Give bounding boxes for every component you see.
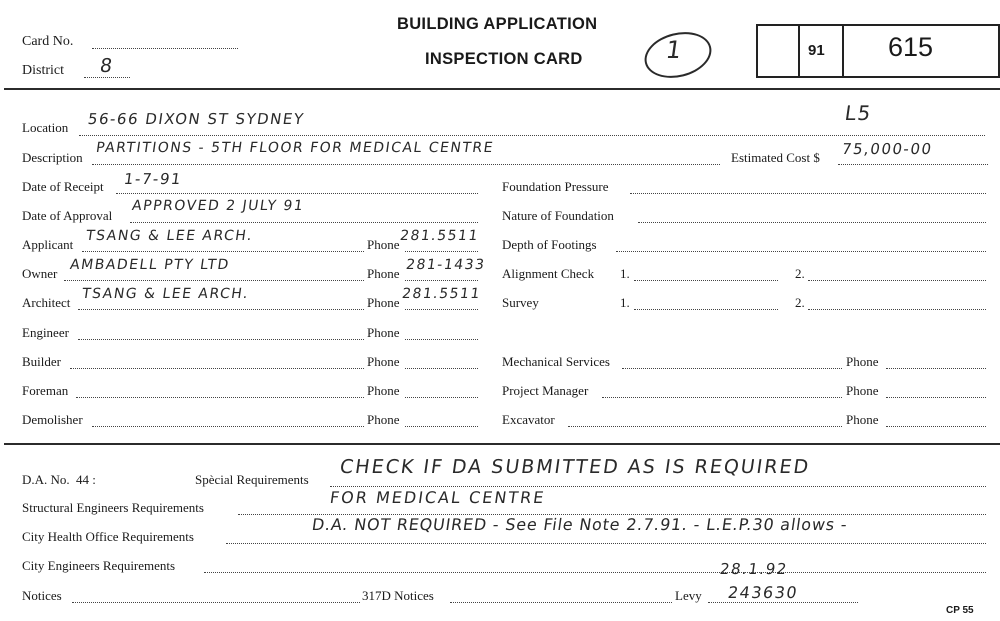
nature-of-foundation-field[interactable]	[638, 222, 986, 223]
survey-1-label: 1.	[620, 295, 630, 310]
foundation-pressure-label: Foundation Pressure	[502, 179, 609, 194]
alignment-check-2-label: 2.	[795, 266, 805, 281]
city-health-value: D.A. NOT REQUIRED - See File Note 2.7.91. - L.E.P.30 allows -	[310, 515, 849, 534]
builder-field[interactable]	[70, 368, 364, 369]
header-divider	[4, 88, 1000, 90]
applicant-phone-field[interactable]	[405, 251, 478, 252]
special-requirements-value-line2: FOR MEDICAL CENTRE	[328, 488, 547, 507]
location-note: L5	[843, 101, 874, 125]
district-label: District	[22, 63, 64, 78]
architect-value: TSANG & LEE ARCH.	[80, 286, 251, 302]
engineer-label: Engineer	[22, 325, 69, 340]
alignment-check-label: Alignment Check	[502, 266, 595, 281]
application-number: 615	[888, 32, 934, 62]
applicant-phone-value: 281.5511	[398, 228, 480, 244]
architect-phone-label: Phone	[367, 295, 400, 310]
estimated-cost-value: 75,000-00	[840, 140, 934, 158]
owner-phone-label: Phone	[367, 266, 400, 281]
owner-label: Owner	[22, 266, 58, 281]
depth-of-footings-label: Depth of Footings	[502, 237, 597, 252]
depth-of-footings-field[interactable]	[616, 251, 986, 252]
architect-phone-value: 281.5511	[400, 286, 482, 302]
city-engineers-label: City Engineers Requirements	[22, 558, 176, 573]
demolisher-phone-label: Phone	[367, 412, 400, 427]
form-title-line1: BUILDING APPLICATION	[397, 15, 598, 33]
engineer-phone-field[interactable]	[405, 339, 478, 340]
survey-2-label: 2.	[795, 295, 805, 310]
city-health-label: City Health Office Requirements	[22, 529, 194, 544]
notices-317d-field[interactable]	[450, 602, 672, 603]
date-of-receipt-value: 1-7-91	[122, 170, 184, 188]
project-manager-field[interactable]	[602, 397, 842, 398]
date-of-receipt-field[interactable]	[116, 193, 478, 194]
foreman-label: Foreman	[22, 383, 69, 398]
notices-label: Notices	[22, 588, 62, 603]
excavator-phone-label: Phone	[846, 412, 879, 427]
alignment-check-2-field[interactable]	[808, 280, 986, 281]
demolisher-phone-field[interactable]	[405, 426, 478, 427]
project-manager-phone-field[interactable]	[886, 397, 986, 398]
foundation-pressure-field[interactable]	[630, 193, 986, 194]
date-of-approval-label: Date of Approval	[22, 208, 113, 223]
card-no-field[interactable]	[92, 48, 238, 49]
special-requirements-field[interactable]	[330, 486, 986, 487]
description-field[interactable]	[92, 164, 720, 165]
date-of-receipt-label: Date of Receipt	[22, 179, 104, 194]
applicant-field[interactable]	[82, 251, 364, 252]
demolisher-field[interactable]	[92, 426, 364, 427]
description-value: PARTITIONS - 5TH FLOOR FOR MEDICAL CENTRE	[94, 140, 496, 156]
architect-field[interactable]	[78, 309, 364, 310]
special-requirements-value-line1: CHECK IF DA SUBMITTED AS IS REQUIRED	[338, 456, 812, 478]
mechanical-services-label: Mechanical Services	[502, 354, 610, 369]
owner-phone-value: 281-1433	[404, 257, 487, 273]
estimated-cost-label: Estimated Cost $	[731, 150, 820, 165]
excavator-label: Excavator	[502, 412, 555, 427]
circled-number: 1	[664, 36, 685, 64]
applicant-label: Applicant	[22, 237, 74, 252]
alignment-check-1-label: 1.	[620, 266, 630, 281]
excavator-phone-field[interactable]	[886, 426, 986, 427]
owner-field[interactable]	[64, 280, 364, 281]
district-field[interactable]	[84, 77, 130, 78]
levy-label: Levy	[675, 588, 702, 603]
survey-1-field[interactable]	[634, 309, 778, 310]
location-value: 56-66 DIXON ST SYDNEY	[86, 110, 306, 128]
excavator-field[interactable]	[568, 426, 842, 427]
mechanical-services-phone-label: Phone	[846, 354, 879, 369]
district-value: 8	[98, 55, 116, 77]
survey-2-field[interactable]	[808, 309, 986, 310]
card-no-label: Card No.	[22, 34, 74, 49]
owner-phone-field[interactable]	[405, 280, 478, 281]
levy-value: 243630	[726, 583, 800, 602]
structural-engineers-label: Structural Engineers Requirements	[22, 500, 204, 515]
architect-label: Architect	[22, 295, 71, 310]
date-of-approval-field[interactable]	[130, 222, 478, 223]
notices-field[interactable]	[72, 602, 360, 603]
city-engineers-field[interactable]	[204, 572, 986, 573]
application-number-box	[756, 24, 1000, 78]
alignment-check-1-field[interactable]	[634, 280, 778, 281]
applicant-phone-label: Phone	[367, 237, 400, 252]
project-manager-phone-label: Phone	[846, 383, 879, 398]
project-manager-label: Project Manager	[502, 383, 589, 398]
notices-317d-label: 317D Notices	[362, 588, 434, 603]
application-year: 91	[808, 42, 825, 59]
form-code: CP 55	[946, 605, 974, 616]
builder-label: Builder	[22, 354, 61, 369]
applicant-value: TSANG & LEE ARCH.	[84, 228, 255, 244]
architect-phone-field[interactable]	[405, 309, 478, 310]
demolisher-label: Demolisher	[22, 412, 83, 427]
owner-value: AMBADELL PTY LTD	[68, 257, 231, 273]
mechanical-services-phone-field[interactable]	[886, 368, 986, 369]
levy-date: 28.1.92	[718, 560, 790, 578]
da-no-value: 44 :	[76, 472, 96, 487]
foreman-phone-field[interactable]	[405, 397, 478, 398]
engineer-phone-label: Phone	[367, 325, 400, 340]
form-title-line2: INSPECTION CARD	[425, 50, 583, 68]
survey-label: Survey	[502, 295, 539, 310]
da-no-label: D.A. No.	[22, 472, 70, 487]
levy-field[interactable]	[708, 602, 858, 603]
estimated-cost-field[interactable]	[838, 164, 988, 165]
section-divider	[4, 443, 1000, 445]
foreman-phone-label: Phone	[367, 383, 400, 398]
engineer-field[interactable]	[78, 339, 364, 340]
date-of-approval-value: APPROVED 2 JULY 91	[130, 198, 306, 214]
foreman-field[interactable]	[76, 397, 364, 398]
builder-phone-field[interactable]	[405, 368, 478, 369]
description-label: Description	[22, 150, 83, 165]
location-field[interactable]	[79, 135, 985, 136]
mechanical-services-field[interactable]	[622, 368, 842, 369]
nature-of-foundation-label: Nature of Foundation	[502, 208, 614, 223]
special-requirements-label: Spècial Requirements	[195, 472, 309, 487]
city-health-field[interactable]	[226, 543, 986, 544]
location-label: Location	[22, 120, 69, 135]
builder-phone-label: Phone	[367, 354, 400, 369]
